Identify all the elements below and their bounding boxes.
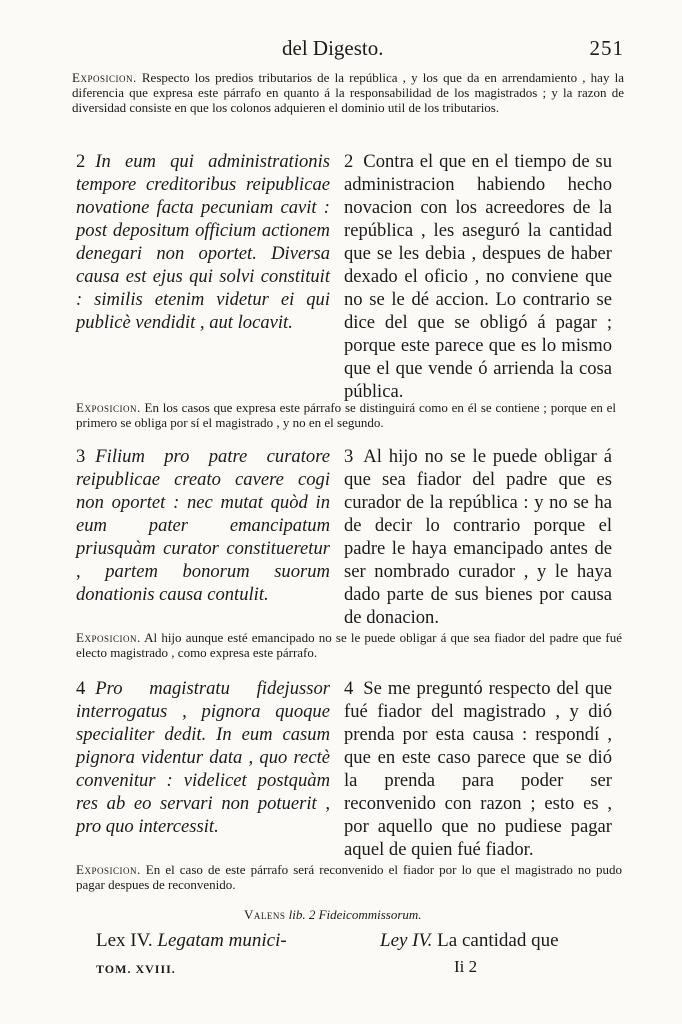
spanish-text: Se me preguntó respecto del que fué fiador del magistrado , y dió prenda por esta causa : respondí , que en este caso parece que se dió la prenda para poder ser reconvenido con razon ; esto es , por aquello que no pudiese pagar aquel de quien fué fiador. — [344, 678, 612, 860]
exposition-text: En los casos que expresa este párrafo se distinguirá como en él se contiene ; porque en el primero se obliga por sí el magistrado , y no en el segundo. — [76, 400, 617, 430]
exposition-label: Exposicion. — [76, 630, 141, 645]
latin-paragraph-4 — [76, 677, 330, 838]
spanish-text: Contra el que en el tiempo de su administracion habiendo hecho novacion con los acreedores de la república , les aseguró la cantidad que se les debia , despues de haber dexado el oficio , no conviene que no se le dé accion. Lo contrario se dice del que se obligó á pagar ; porque este parece que es lo mismo que el que vende ó arrienda la cosa pública. — [344, 151, 612, 402]
paragraph-number: 2 — [344, 151, 354, 172]
source-citation — [244, 907, 422, 923]
volume-mark: TOM. XVIII. — [96, 962, 176, 976]
exposition-1 — [72, 70, 624, 115]
exposition-text: En el caso de este párrafo será reconvenido el fiador por lo que el magistrado no pudo pagar despues de reconvenido. — [76, 862, 623, 892]
exposition-4 — [76, 862, 622, 892]
lex-text: Legatam munici- — [157, 930, 287, 951]
lex-number: Lex IV. — [96, 930, 153, 951]
exposition-3 — [76, 630, 622, 660]
latin-text: In eum qui administrationis tempore creditoribus reipublicae novatione facta pecuniam cavit : post depositum officium actionem denegari non oportet. Diversa causa est ejus qui solvi constituit : similis etenim videtur ei qui publicè vendidit , aut locavit. — [76, 151, 330, 333]
page-title: del Digesto. — [282, 36, 384, 60]
exposition-text: Respecto los predios tributarios de la república , y los que da en arrendamiento , hay la diferencia que expresa este párrafo en quanto á la responsabilidad de los magistrados ; y la razon de diversidad consiste en que los colonos adquieren el dominio util de los tributarios. — [72, 70, 625, 115]
latin-paragraph-2 — [76, 150, 330, 334]
spanish-paragraph-4 — [344, 677, 612, 861]
source-reference: lib. 2 Fideicommissorum. — [288, 907, 422, 922]
spanish-paragraph-2 — [344, 150, 612, 403]
paragraph-number: 4 — [344, 678, 354, 699]
spanish-text: Al hijo no se le puede obligar á que sea fiador del padre que es curador de la república : y no se ha de decir lo contrario porque el padre le haya emancipado antes de ser nombrado curador , y le haya dado parte de sus bienes por causa de donacion. — [344, 446, 612, 628]
paragraph-number: 3 — [344, 446, 354, 467]
lex-heading-latin — [96, 930, 287, 952]
latin-text: Filium pro patre curatore reipublicae creato cavere cogi non oportet : nec mutat quòd in eum pater emancipatum priusquàm curator constitueretur , partem bonorum suorum donationis causa contulit. — [76, 446, 330, 605]
spanish-paragraph-3 — [344, 445, 612, 629]
exposition-2 — [76, 400, 616, 430]
exposition-label: Exposicion. — [76, 862, 141, 877]
paragraph-number: 3 — [76, 446, 86, 467]
source-author: Valens — [244, 907, 286, 922]
paragraph-number: 4 — [76, 678, 86, 699]
latin-paragraph-3 — [76, 445, 330, 606]
page-number: 251 — [589, 36, 624, 60]
running-header — [0, 36, 682, 66]
exposition-label: Exposicion. — [72, 70, 137, 85]
latin-text: Pro magistratu fidejussor interrogatus , pignora quoque specialiter dedit. In eum casum pignora videntur data , quo rectè convenitur : videlicet postquàm res ab eo servari non potuerit , pro quo intercessit. — [76, 678, 330, 837]
paragraph-number: 2 — [76, 151, 86, 172]
ley-text: La cantidad que — [437, 930, 559, 951]
exposition-text: Al hijo aunque esté emancipado no se le puede obligar á que sea fiador del padre que fué electo magistrado , como expresa este párrafo. — [76, 630, 622, 660]
ley-number: Ley IV. — [380, 930, 433, 951]
exposition-label: Exposicion. — [76, 400, 141, 415]
signature-mark: Ii 2 — [454, 957, 478, 976]
ley-heading-spanish — [380, 930, 559, 952]
